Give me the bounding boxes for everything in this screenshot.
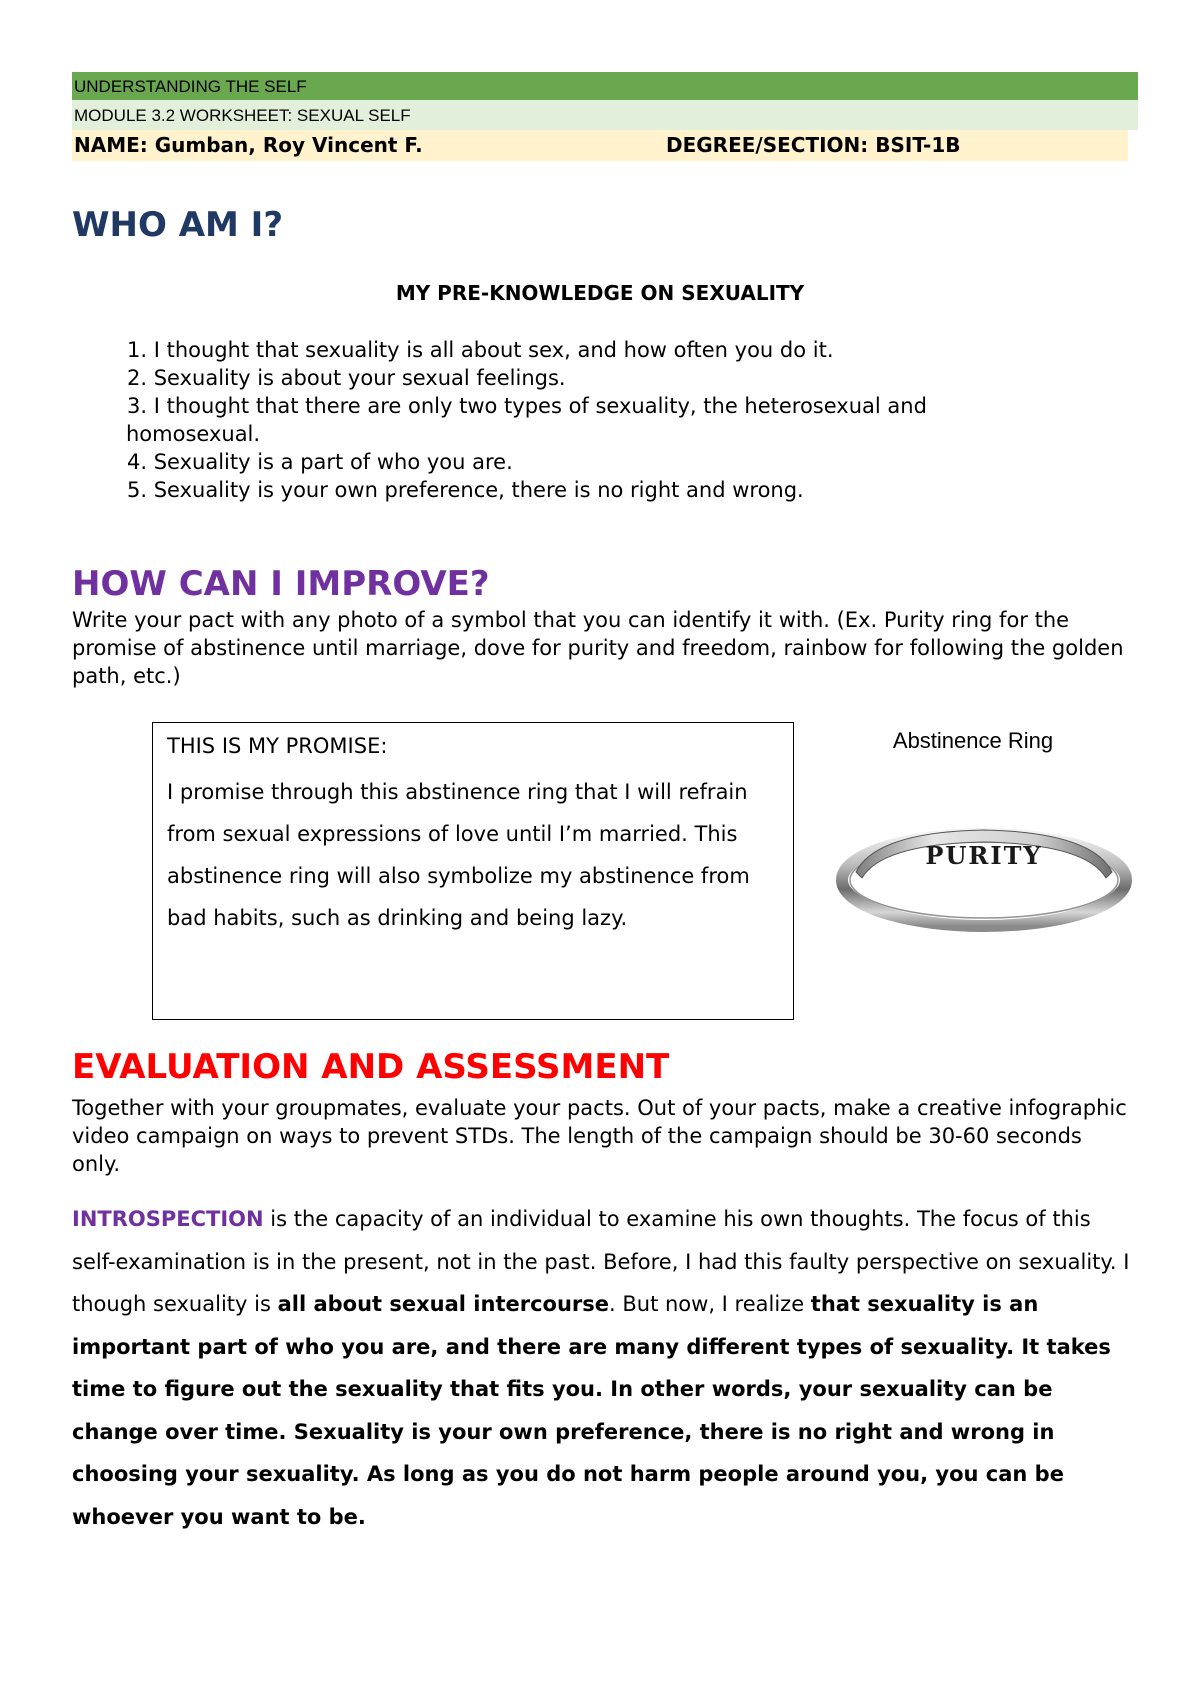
- list-item: 3. I thought that there are only two types of sexuality, the heterosexual and: [127, 394, 927, 418]
- purity-ring-image: [836, 818, 1132, 934]
- evaluation-heading: EVALUATION AND ASSESSMENT: [72, 1047, 670, 1087]
- evaluation-instructions: Together with your groupmates, evaluate your pacts. Out of your pacts, make a creative infographic video campaign on ways to prevent STDs. The length of the campaign should be 30-60 seconds only.: [72, 1096, 1127, 1176]
- list-item: 1. I thought that sexuality is all about sex, and how often you do it.: [127, 338, 834, 362]
- list-item: 5. Sexuality is your own preference, there is no right and wrong.: [127, 478, 804, 502]
- who-am-i-heading: WHO AM I?: [72, 205, 284, 245]
- introspection-conclusion: that sexuality is an important part of who you are, and there are many different types of sexuality. It takes time to figure out the sexuality that fits you. In other words, your sexuality can be change over time. Sexuality is your own preference, there is no right and wrong in choosing your sexuality. As long as you do not harm people around you, you can be whoever you want to be.: [72, 1292, 1111, 1529]
- pact-instructions: Write your pact with any photo of a symbol that you can identify it with. (Ex. Purity ring for the promise of abstinence until marriage, dove for purity and freedom, rainbow for following the golden path, etc.): [72, 608, 1124, 688]
- degree-section: DEGREE/SECTION: BSIT-1B: [666, 133, 961, 157]
- how-can-i-improve-heading: HOW CAN I IMPROVE?: [72, 564, 490, 604]
- course-band: [72, 72, 1138, 100]
- pre-knowledge-list: [127, 336, 1087, 504]
- ring-caption: Abstinence Ring: [892, 728, 1054, 753]
- promise-text: I promise through this abstinence ring that I will refrain from sexual expressions of love until I’m married. This abstinence ring will also symbolize my abstinence from bad habits, such as drinking and being lazy.: [167, 780, 750, 930]
- list-item: 2. Sexuality is about your sexual feelings.: [127, 366, 566, 390]
- pre-knowledge-subheading: MY PRE-KNOWLEDGE ON SEXUALITY: [395, 281, 805, 305]
- introspection-bold-phrase: all about sexual intercourse: [277, 1292, 610, 1316]
- student-info-band: [72, 130, 1128, 161]
- module-title: MODULE 3.2 WORKSHEET: SEXUAL SELF: [74, 106, 411, 125]
- introspection-term: INTROSPECTION: [72, 1207, 264, 1231]
- promise-heading: THIS IS MY PROMISE:: [167, 734, 388, 758]
- course-title: UNDERSTANDING THE SELF: [74, 77, 307, 96]
- promise-box: [152, 722, 794, 1020]
- student-name: NAME: Gumban, Roy Vincent F.: [74, 133, 423, 157]
- ring-engraving: PURITY: [925, 841, 1043, 870]
- introspection-text: is the capacity of an individual to examine his own thoughts. The focus of this self-examination is in the present, not in the past. Before, I had this faulty perspective on sexuality. I though sexuality is: [72, 1207, 1130, 1316]
- introspection-paragraph: [72, 1198, 1140, 1538]
- introspection-text: . But now, I realize: [609, 1292, 811, 1316]
- list-item: 4. Sexuality is a part of who you are.: [127, 450, 513, 474]
- list-item-continuation: homosexual.: [126, 422, 261, 446]
- module-band: [72, 100, 1138, 130]
